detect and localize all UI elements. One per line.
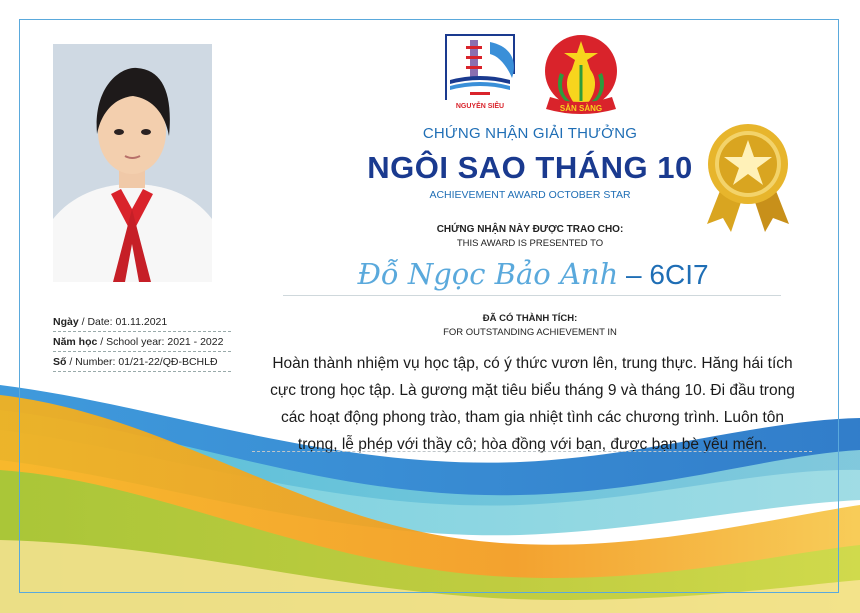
description-line: Hoàn thành nhiệm vụ học tập, có ý thức vươn lên, trung thực. Hăng hái tích: [272, 355, 793, 372]
description-line: trọng, lễ phép với thầy cô; hòa đồng với bạn, được bạn bè yêu mến.: [297, 436, 768, 453]
presented-to-label: CHỨNG NHẬN NÀY ĐƯỢC TRAO CHO:: [436, 224, 624, 235]
achievement-description: [250, 350, 815, 458]
divider: [53, 371, 231, 372]
description-line: cực trong học tập. Là gương mặt tiêu biểu tháng 9 và tháng 10. Đi đầu trong: [270, 382, 795, 399]
school-year: Năm học / School year: 2021 - 2022: [53, 336, 224, 348]
student-photo: [53, 44, 212, 282]
award-date: Ngày / Date: 01.11.2021: [53, 316, 168, 328]
divider: [53, 351, 231, 352]
awardee: [283, 257, 783, 292]
youth-union-logo: [540, 33, 622, 117]
divider: [53, 331, 231, 332]
school-logo-text: NGUYỄN SIÊU: [455, 103, 505, 110]
divider: [283, 295, 781, 296]
awardee-name: Đỗ Ngọc Bảo Anh: [357, 257, 619, 291]
school-logo: [440, 34, 520, 114]
divider: [252, 451, 812, 452]
certificate-title: NGÔI SAO THÁNG 10: [367, 150, 693, 185]
awardee-class: – 6CI7: [618, 259, 709, 290]
description-line: các hoạt động phong trào, tham gia nhiệt tình các chương trình. Luôn tôn: [280, 409, 785, 426]
certificate-title-en: ACHIEVEMENT AWARD OCTOBER STAR: [429, 189, 631, 201]
presented-to-label-en: THIS AWARD IS PRESENTED TO: [456, 238, 604, 249]
achievement-label-en: FOR OUTSTANDING ACHIEVEMENT IN: [443, 327, 617, 338]
youth-logo-text: SẴN SÀNG: [559, 104, 603, 113]
decision-number: Số / Number: 01/21-22/QĐ-BCHLĐ: [53, 356, 218, 368]
certificate-subtitle: CHỨNG NHẬN GIẢI THƯỞNG: [422, 125, 638, 142]
achievement-label: ĐÃ CÓ THÀNH TÍCH:: [482, 313, 578, 324]
